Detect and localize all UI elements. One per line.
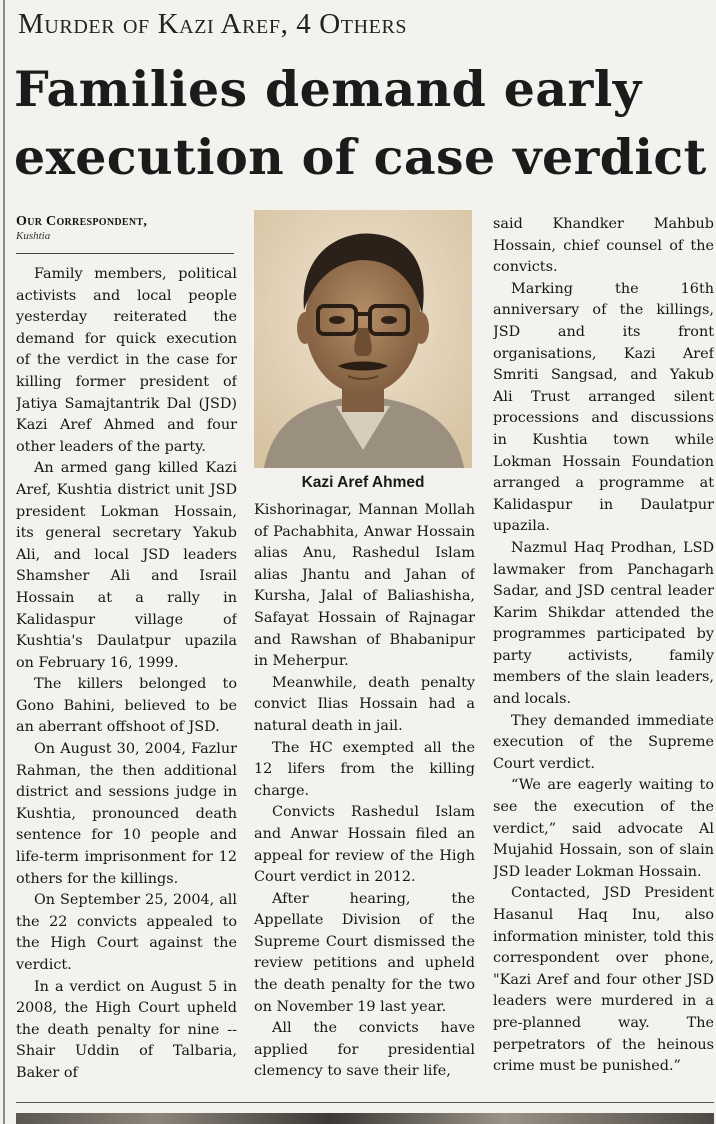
bottom-divider xyxy=(16,1102,714,1103)
kicker xyxy=(18,8,407,41)
article-column-1 xyxy=(16,264,237,1094)
photo-caption: Kazi Aref Ahmed xyxy=(301,474,425,491)
paragraph: All the convicts have applied for presidential clemency to save their life, xyxy=(254,1020,475,1080)
paragraph: Nazmul Haq Prodhan, LSD lawmaker from Panchagarh Sadar, and JSD central leader Karim Shikdar attended the programmes participated by party activists, family members of the slain leaders, and locals. xyxy=(493,539,714,708)
paragraph: The killers belonged to Gono Bahini, believed to be an aberrant offshoot of JSD. xyxy=(16,676,237,736)
paragraph: On September 25, 2004, all the 22 convicts appealed to the High Court against the verdict. xyxy=(16,892,237,973)
byline-name: Our Correspondent, xyxy=(16,214,148,229)
kicker-text: Murder of Kazi Aref, 4 Others xyxy=(18,8,408,40)
article-column-2 xyxy=(254,500,475,1094)
paragraph: Meanwhile, death penalty convict Ilias Hossain had a natural death in jail. xyxy=(254,674,475,734)
byline-place: Kushtia xyxy=(16,230,51,242)
paragraph: After hearing, the Appellate Division of the Supreme Court dismissed the review petitions and upheld the death penalty for the two on November 19 last year. xyxy=(254,890,475,1015)
paragraph: Contacted, JSD President Hasanul Haq Inu, also information minister, told this correspondent over phone, "Kazi Aref and four other JSD leaders were murdered in a pre-planned way. The perpetrators of the heinous crime must be punished.” xyxy=(493,885,714,1075)
portrait-photo xyxy=(254,210,472,468)
paragraph: The HC exempted all the 12 lifers from the killing charge. xyxy=(254,739,475,799)
paragraph: Marking the 16th anniversary of the killings, JSD and its front organisations, Kazi Aref Smriti Sangsad, and Yakub Ali Trust arranged silent processions and discussions in Kushtia town while Lokman Hossain Foundation arranged a programme at Kalidaspur in Daulatpur upazila. xyxy=(493,280,714,535)
paragraph: Convicts Rashedul Islam and Anwar Hossain filed an appeal for review of the High Court verdict in 2012. xyxy=(254,804,475,886)
paragraph: They demanded immediate execution of the Supreme Court verdict. xyxy=(493,712,714,772)
paragraph: In a verdict on August 5 in 2008, the High Court upheld the death penalty for nine -- Shair Uddin of Talbaria, Baker of xyxy=(16,978,237,1081)
paragraph: said Khandker Mahbub Hossain, chief counsel of the convicts. xyxy=(493,216,714,276)
paragraph: Family members, political activists and local people yesterday reiterated the demand for quick execution of the verdict in the case for killing former president of Jatiya Samajtantrik Dal (JSD) Kazi Aref Ahmed and four other leaders of the party. xyxy=(16,266,237,455)
byline xyxy=(16,214,234,242)
left-column-rule xyxy=(3,0,5,1124)
headline xyxy=(14,55,714,191)
portrait-photo-icon xyxy=(254,210,472,468)
headline-line-2: execution of case verdict xyxy=(14,128,707,186)
paragraph: An armed gang killed Kazi Aref, Kushtia district unit JSD president Lokman Hossain, its general secretary Yakub Ali, and local JSD leaders Shamsher Ali and Israil Hossain at a rally in Kalidaspur village of Kushtia's Daulatpur upazila on February 16, 1999. xyxy=(16,460,237,671)
byline-divider xyxy=(16,253,234,254)
headline-line-1: Families demand early xyxy=(14,60,642,118)
next-article-photo-strip xyxy=(16,1113,714,1124)
paragraph: On August 30, 2004, Fazlur Rahman, the then additional district and sessions judge in Kushtia, pronounced death sentence for 10 people and life-term imprisonment for 12 others for the killings. xyxy=(16,741,237,887)
paragraph: Kishorinagar, Mannan Mollah of Pachabhita, Anwar Hossain alias Anu, Rashedul Islam alias Jhantu and Jahan of Kursha, Jalal of Baliashisha, Safayat Hossain of Rajnagar and Rawshan of Bhabanipur in Meherpur. xyxy=(254,502,475,670)
paragraph: “We are eagerly waiting to see the execution of the verdict,” said advocate Al Mujahid Hossain, son of slain JSD leader Lokman Hossain. xyxy=(493,777,714,880)
article-column-3 xyxy=(493,214,714,1094)
